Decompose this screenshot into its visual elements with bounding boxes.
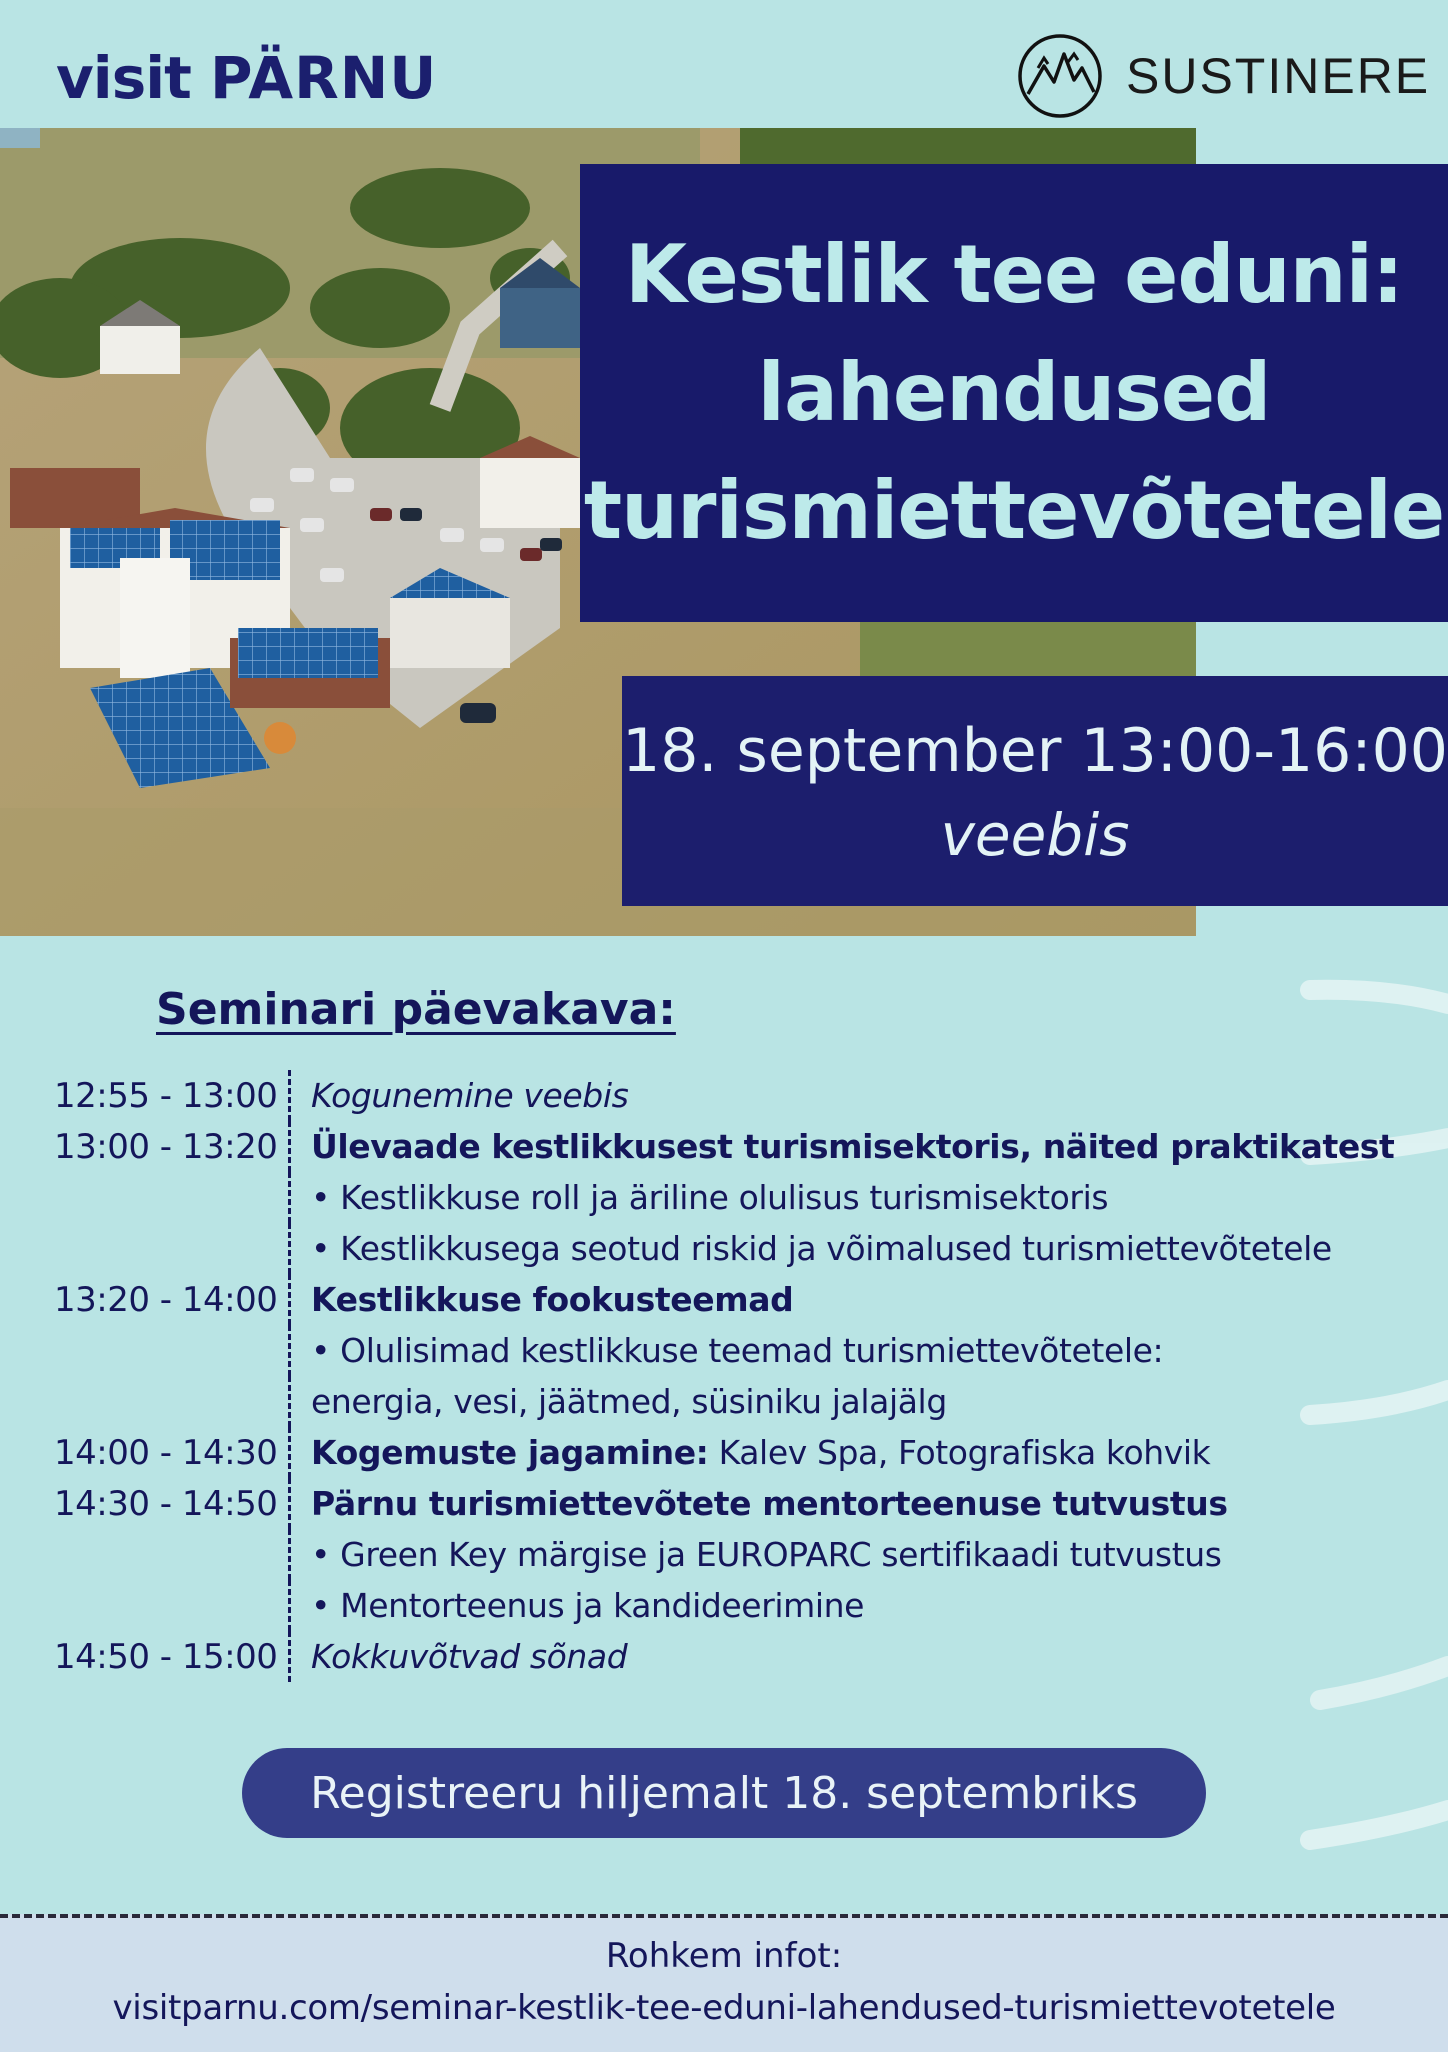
title-line: lahendused xyxy=(757,346,1271,439)
agenda-separator xyxy=(288,1274,291,1325)
agenda-separator xyxy=(288,1121,291,1172)
agenda-separator xyxy=(288,1325,291,1376)
visit-parnu-logo[interactable] xyxy=(56,44,437,112)
agenda-separator xyxy=(288,1223,291,1274)
agenda-text: Pärnu turismiettevõtete mentorteenuse tutvustus xyxy=(311,1484,1228,1523)
agenda-text: • Olulisimad kestlikkuse teemad turismiettevõtetele: xyxy=(311,1331,1164,1370)
agenda-row xyxy=(54,1478,1434,1529)
agenda-time: 14:30 - 14:50 xyxy=(54,1483,278,1524)
agenda-row xyxy=(54,1325,1434,1376)
agenda-time: 12:55 - 13:00 xyxy=(54,1075,278,1116)
agenda-separator xyxy=(288,1631,291,1682)
agenda-text: Kokkuvõtvad sõnad xyxy=(311,1637,628,1676)
agenda-text: • Green Key märgise ja EUROPARC sertifikaadi tutvustus xyxy=(311,1535,1222,1574)
agenda-text: Ülevaade kestlikkusest turismisektoris, näited praktikatest xyxy=(311,1127,1395,1166)
logo-visit-city: PÄRNU xyxy=(210,44,438,112)
agenda-separator xyxy=(288,1376,291,1427)
register-button[interactable]: Registreeru hiljemalt 18. septembriks xyxy=(242,1748,1206,1838)
mountain-circle-icon xyxy=(1016,32,1104,120)
agenda-row xyxy=(54,1427,1434,1478)
agenda-separator xyxy=(288,1478,291,1529)
agenda-text: • Mentorteenus ja kandideerimine xyxy=(311,1586,865,1625)
agenda-row xyxy=(54,1631,1434,1682)
event-place: veebis xyxy=(940,801,1130,869)
sustinere-logo[interactable] xyxy=(1016,32,1430,120)
agenda-text-bold: Kogemuste jagamine: xyxy=(311,1433,709,1472)
agenda-row xyxy=(54,1376,1434,1427)
agenda-separator xyxy=(288,1070,291,1121)
agenda-time: 13:00 - 13:20 xyxy=(54,1126,278,1167)
agenda-text: Kogunemine veebis xyxy=(311,1076,629,1115)
title-line: Kestlik tee eduni: xyxy=(624,228,1404,321)
agenda-time: 14:50 - 15:00 xyxy=(54,1636,278,1677)
agenda-time: 13:20 - 14:00 xyxy=(54,1279,278,1320)
agenda-separator xyxy=(288,1427,291,1478)
title-box xyxy=(580,164,1448,622)
agenda-row xyxy=(54,1172,1434,1223)
event-date: 18. september 13:00-16:00 xyxy=(622,716,1448,786)
footer-link[interactable]: visitparnu.com/seminar-kestlik-tee-eduni-lahendused-turismiettevotetele xyxy=(112,1988,1336,2028)
agenda-row xyxy=(54,1580,1434,1631)
agenda-heading: Seminari päevakava: xyxy=(156,984,676,1035)
date-box xyxy=(622,676,1448,906)
agenda-row xyxy=(54,1223,1434,1274)
agenda-list xyxy=(54,1070,1434,1682)
agenda-separator xyxy=(288,1580,291,1631)
event-title xyxy=(584,216,1444,570)
agenda-separator xyxy=(288,1529,291,1580)
agenda-row xyxy=(54,1529,1434,1580)
agenda-row xyxy=(54,1121,1434,1172)
sustinere-name: SUSTINERE xyxy=(1126,48,1431,104)
agenda-text xyxy=(311,1433,1210,1472)
agenda-row xyxy=(54,1274,1434,1325)
agenda-time: 14:00 - 14:30 xyxy=(54,1432,278,1473)
agenda-text: • Kestlikkuse roll ja äriline olulisus turismisektoris xyxy=(311,1178,1109,1217)
footer-label: Rohkem infot: xyxy=(605,1936,843,1976)
agenda-text: energia, vesi, jäätmed, süsiniku jalajälg xyxy=(311,1382,947,1421)
title-line: turismiettevõtetele xyxy=(583,464,1445,557)
agenda-text: • Kestlikkusega seotud riskid ja võimalused turismiettevõtetele xyxy=(311,1229,1332,1268)
agenda-text-rest: Kalev Spa, Fotografiska kohvik xyxy=(708,1433,1211,1472)
footer xyxy=(0,1914,1448,2052)
agenda-row xyxy=(54,1070,1434,1121)
logo-visit-prefix: visit xyxy=(56,44,191,112)
agenda-text: Kestlikkuse fookusteemad xyxy=(311,1280,794,1319)
agenda-separator xyxy=(288,1172,291,1223)
